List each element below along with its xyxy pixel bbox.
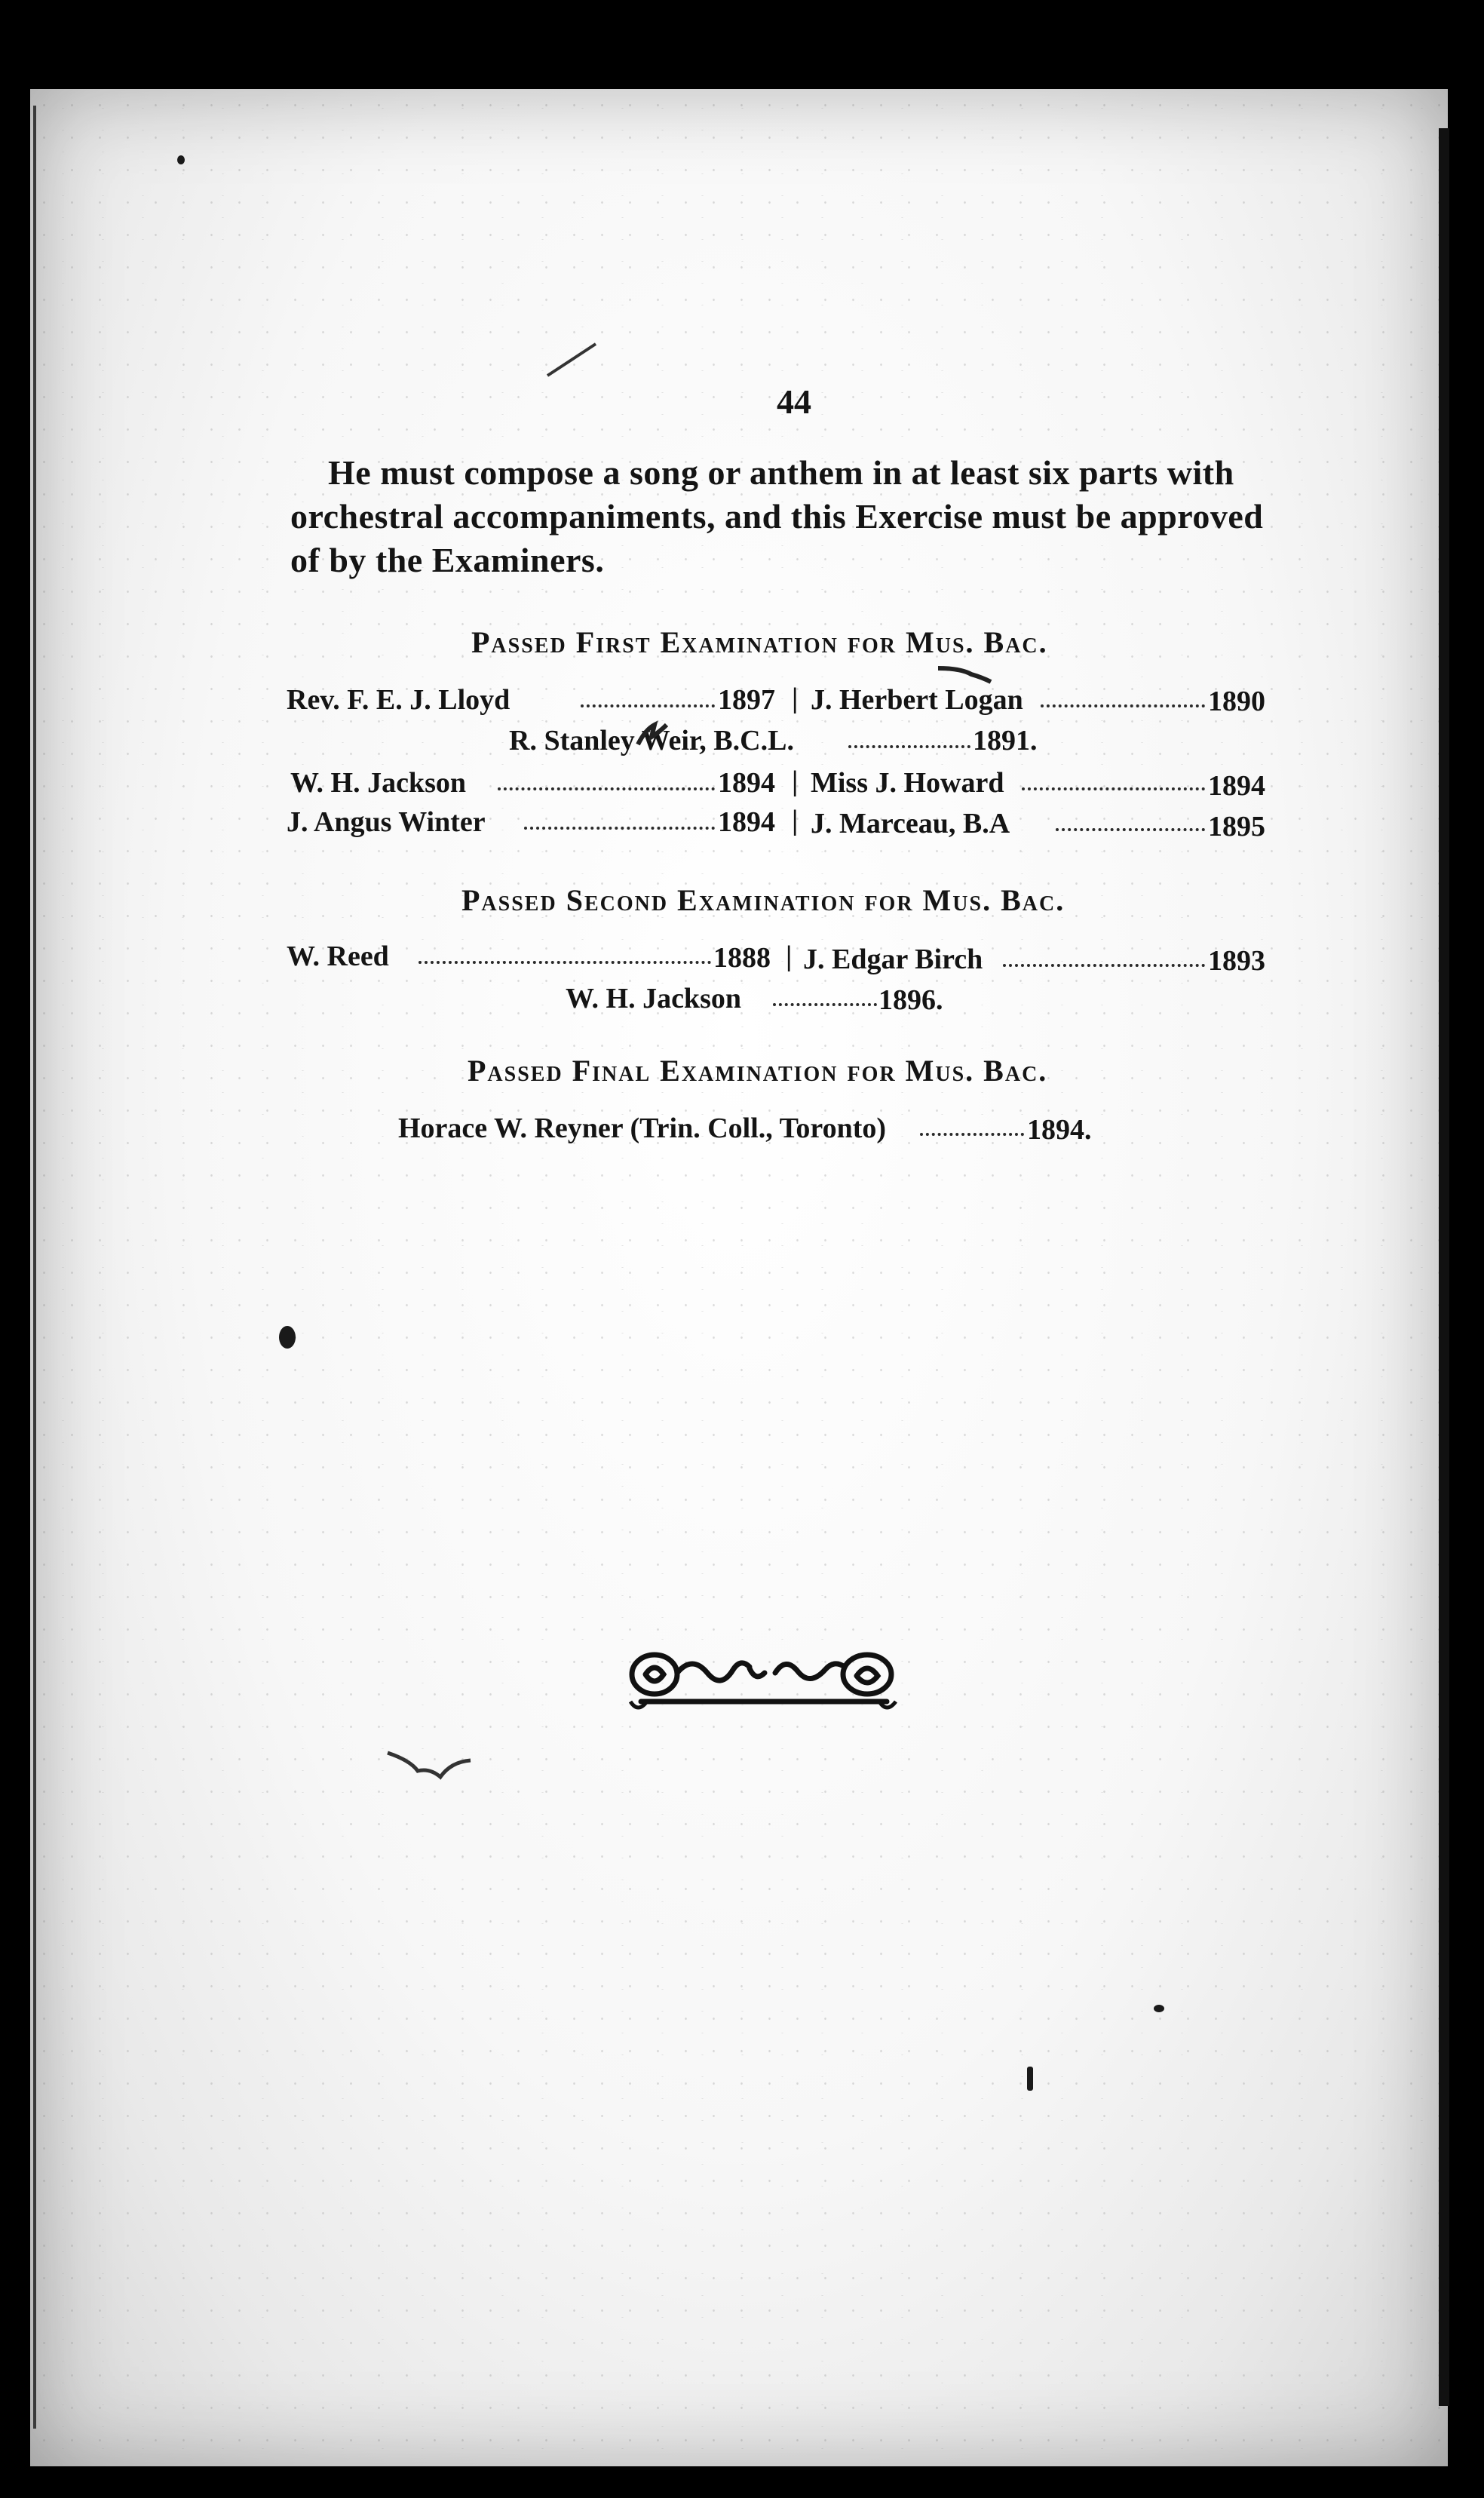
entry-year: 1894 xyxy=(718,806,775,838)
ink-smudge xyxy=(279,1326,296,1349)
page-number: 44 xyxy=(777,382,811,421)
leader-dots xyxy=(1056,828,1205,831)
stray-mark xyxy=(633,719,679,753)
entry-year: 1897 xyxy=(718,684,775,716)
entry-year: 1894 xyxy=(1208,770,1265,802)
leader-dots xyxy=(920,1133,1024,1136)
leader-dots xyxy=(848,745,970,748)
document-page xyxy=(30,89,1448,2466)
tailpiece-ornament-icon xyxy=(624,1643,903,1718)
entry-name: W. Reed xyxy=(287,941,389,972)
stray-mark xyxy=(543,338,603,387)
ink-smudge xyxy=(1027,2067,1033,2091)
entry-name: Miss J. Howard xyxy=(811,767,1004,799)
column-separator: | xyxy=(792,683,799,714)
leader-dots xyxy=(1022,787,1205,790)
stray-mark xyxy=(385,1744,475,1793)
page-edge xyxy=(33,106,36,2429)
leader-dots xyxy=(524,827,715,830)
column-separator: | xyxy=(792,766,799,797)
ink-smudge xyxy=(177,155,185,164)
leader-dots xyxy=(498,787,715,790)
entry-year: 1895 xyxy=(1208,811,1265,842)
entry-year: 1893 xyxy=(1208,945,1265,977)
entry-name: Rev. F. E. J. Lloyd xyxy=(287,684,511,716)
leader-dots xyxy=(581,704,715,707)
ink-smudge xyxy=(1154,2005,1164,2012)
paragraph-line-1: He must compose a song or anthem in at least six parts with xyxy=(328,453,1234,492)
section-heading-second: Passed Second Examination for Mus. Bac. xyxy=(461,883,1065,917)
section-heading-first: Passed First Examination for Mus. Bac. xyxy=(471,625,1048,659)
leader-dots xyxy=(1003,964,1205,967)
page-edge xyxy=(1439,128,1449,2406)
entry-name: R. Stanley Weir, B.C.L. xyxy=(509,725,794,756)
entry-name: J. Angus Winter xyxy=(287,806,486,838)
entry-year: 1890 xyxy=(1208,686,1265,717)
column-separator: | xyxy=(786,941,793,972)
stray-mark xyxy=(935,662,995,689)
entry-name: Horace W. Reyner (Trin. Coll., Toronto) xyxy=(398,1112,887,1144)
entry-year: 1888 xyxy=(713,942,771,974)
entry-name: J. Marceau, B.A xyxy=(811,808,1010,839)
leader-dots xyxy=(419,961,711,964)
entry-name: J. Edgar Birch xyxy=(803,944,983,975)
paragraph-line-3: of by the Examiners. xyxy=(290,541,605,579)
entry-name: J. Herbert Logan xyxy=(811,684,1023,716)
entry-year: 1891. xyxy=(973,725,1038,756)
section-heading-final: Passed Final Examination for Mus. Bac. xyxy=(468,1054,1048,1088)
entry-year: 1894 xyxy=(718,767,775,799)
entry-year: 1894. xyxy=(1027,1114,1092,1146)
entry-name: W. H. Jackson xyxy=(290,767,466,799)
column-separator: | xyxy=(792,805,799,836)
paragraph-line-2: orchestral accompaniments, and this Exercise must be approved xyxy=(290,497,1264,536)
leader-dots xyxy=(1041,704,1205,707)
entry-year: 1896. xyxy=(878,984,943,1016)
leader-dots xyxy=(773,1003,877,1006)
entry-name: W. H. Jackson xyxy=(566,983,741,1014)
